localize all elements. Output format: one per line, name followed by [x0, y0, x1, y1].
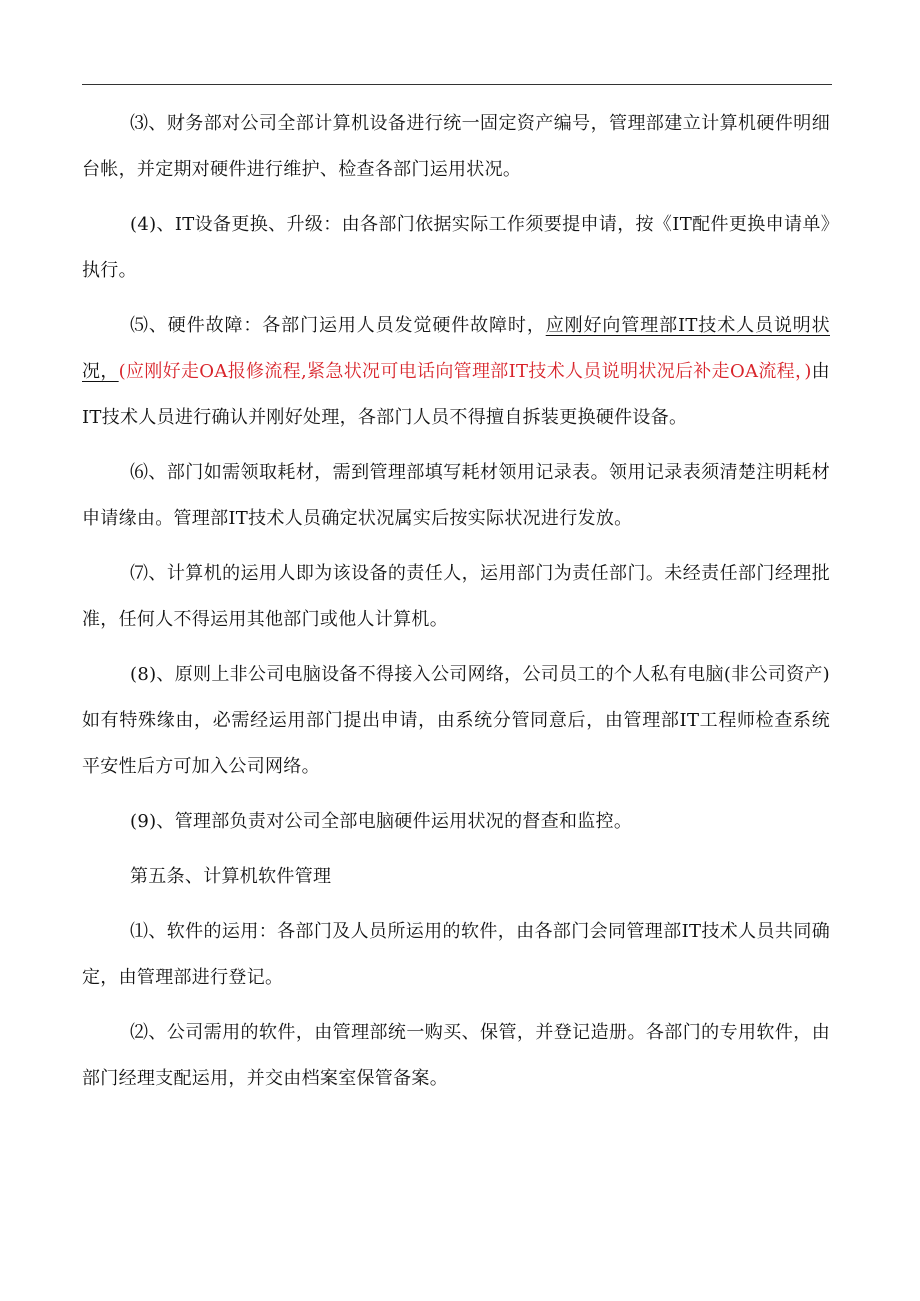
- paragraph-7-computer-responsibility: ⑺、计算机的运用人即为该设备的责任人，运用部门为责任部门。未经责任部门经理批准，任何人不得运用其他部门或他人计算机。: [82, 563, 830, 630]
- software-paragraph-1-usage: ⑴、软件的运用：各部门及人员所运用的软件，由各部门会同管理部IT技术人员共同确定，由管理部进行登记。: [82, 921, 830, 988]
- paragraph-6-consumables: ⑹、部门如需领取耗材，需到管理部填写耗材领用记录表。领用记录表须清楚注明耗材申请缘由。管理部IT技术人员确定状况属实后按实际状况进行发放。: [82, 462, 830, 529]
- paragraph-5-red-note: (应刚好走OA报修流程,紧急状况可电话向管理部IT技术人员说明状况后补走OA流程，): [118, 361, 812, 382]
- paragraph-8-network-access: (8)、原则上非公司电脑设备不得接入公司网络，公司员工的个人私有电脑(非公司资产)如有特殊缘由，必需经运用部门提出申请，由系统分管同意后，由管理部IT工程师检查系统平安性后方可加入公司网络。: [82, 664, 830, 777]
- paragraph-5-tail-text: 由IT技术人员进行确认并刚好处理，各部门人员不得擅自拆装更换硬件设备。: [82, 361, 830, 428]
- document-body: [82, 101, 830, 1111]
- paragraph-4-it-equipment-replacement: (4)、IT设备更换、升级：由各部门依据实际工作须要提申请，按《IT配件更换申请单》执行。: [82, 214, 830, 281]
- paragraph-5-lead-text: ⑸、硬件故障：各部门运用人员发觉硬件故障时，: [130, 315, 546, 336]
- section-5-heading: 第五条、计算机软件管理: [130, 866, 332, 887]
- header-rule: [82, 84, 832, 85]
- paragraph-9-supervision: (9)、管理部负责对公司全部电脑硬件运用状况的督查和监控。: [130, 811, 633, 832]
- paragraph-3-asset-numbering: ⑶、财务部对公司全部计算机设备进行统一固定资产编号，管理部建立计算机硬件明细台帐，并定期对硬件进行维护、检查各部门运用状况。: [82, 113, 830, 180]
- paragraph-5-hardware-failure: [82, 303, 830, 441]
- software-paragraph-2-purchase: ⑵、公司需用的软件，由管理部统一购买、保管，并登记造册。各部门的专用软件，由部门经理支配运用，并交由档案室保管备案。: [82, 1022, 830, 1089]
- paragraph-5-underlined-text: 应刚好向管理部IT技术人员说明状况，: [82, 315, 830, 382]
